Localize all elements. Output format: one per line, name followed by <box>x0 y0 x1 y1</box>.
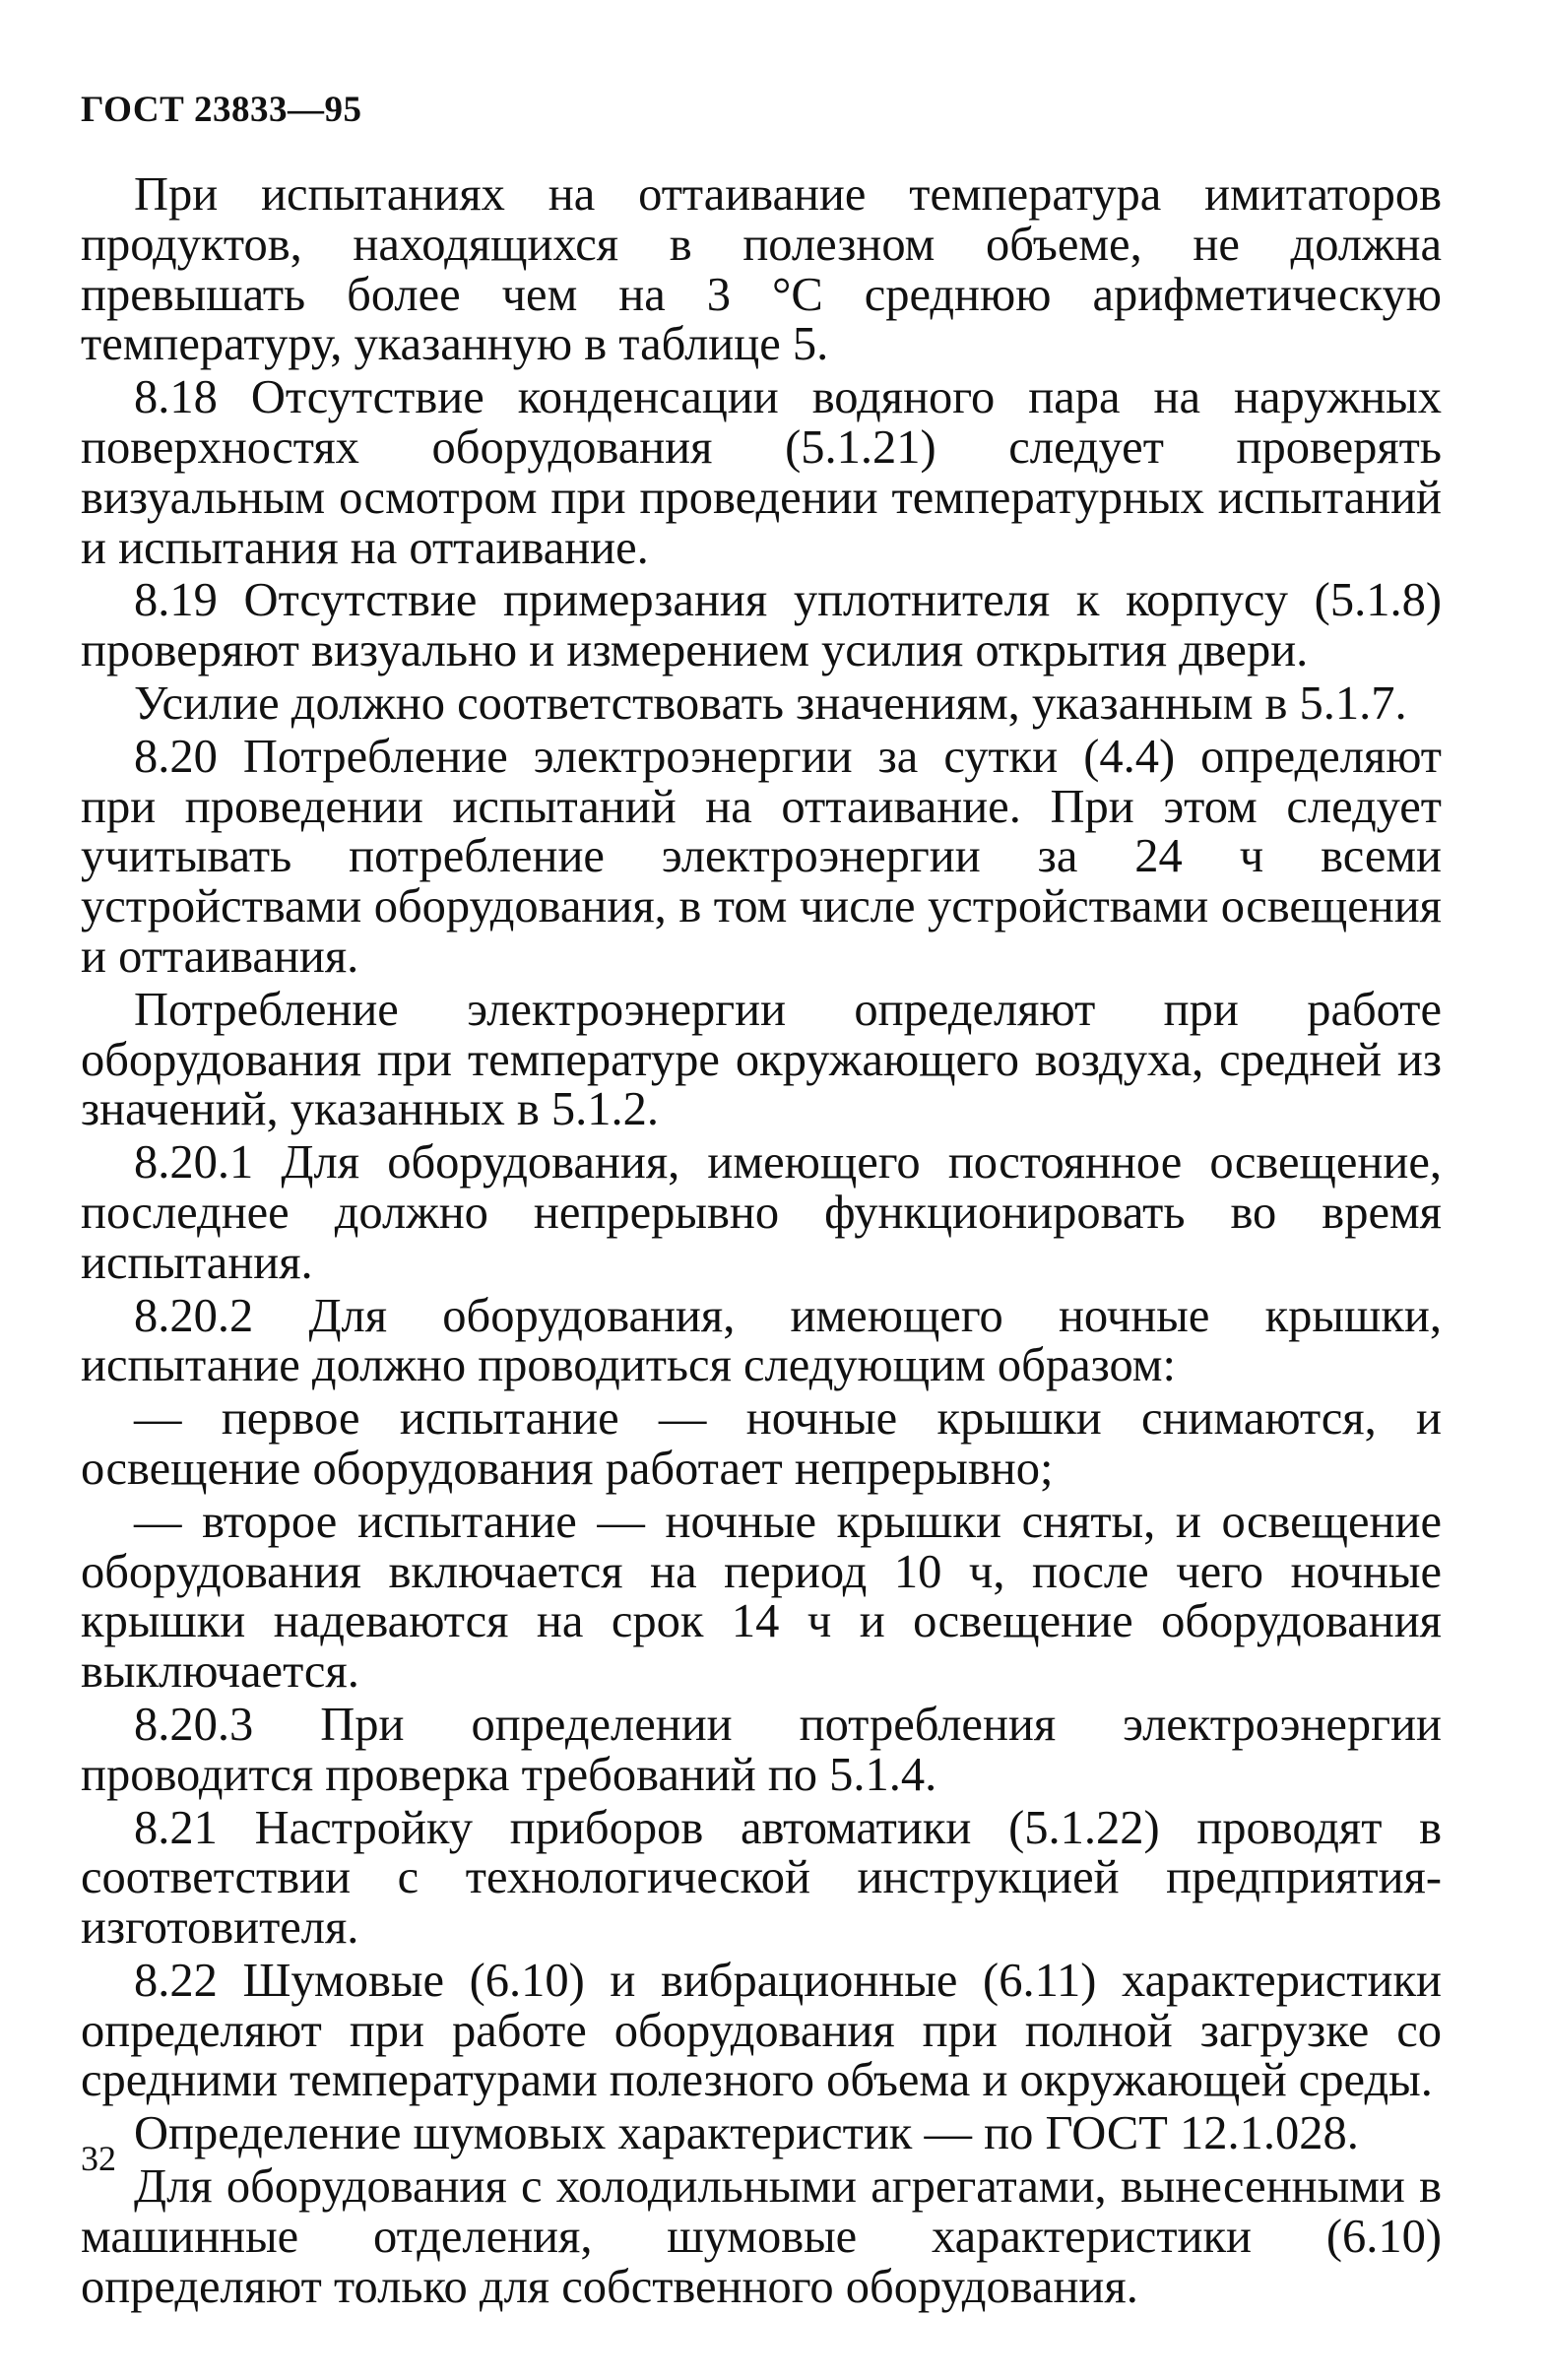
paragraph-door-force: Усилие должно соответствовать значениям, указанным в 5.1.7. <box>134 676 1407 730</box>
body-text <box>81 170 1442 2315</box>
paragraph-8-20: 8.20 Потребление электроэнергии за сутки (4.4) определяют при проведении испытаний на оттаивание. При этом следует учитывать потребление электроэнергии за 24 ч всеми устройствами оборудования, в том числе устройствами освещения и оттаивания. <box>81 730 1442 983</box>
paragraph-8-22: 8.22 Шумовые (6.10) и вибрационные (6.11) характеристики определяют при работе оборудования при полной загрузке со средними температурами полезного объема и окружающей среды. <box>81 1954 1442 2107</box>
paragraph-8-21: 8.21 Настройку приборов автоматики (5.1.22) проводят в соответствии с технологической инструкцией предприятия-изготовителя. <box>81 1801 1442 1955</box>
paragraph-remote-units: Для оборудования с холодильными агрегатами, вынесенными в машинные отделения, шумовые характеристики (6.10) определяют только для собственного оборудования. <box>81 2160 1442 2313</box>
paragraph-energy-conditions: Потребление электроэнергии определяют при работе оборудования при температуре окружающего воздуха, средней из значений, указанных в 5.1.2. <box>81 983 1442 1136</box>
paragraph-8-20-2: 8.20.2 Для оборудования, имеющего ночные крышки, испытание должно проводиться следующим образом: <box>81 1289 1442 1392</box>
list-item-second-test: — второе испытание — ночные крышки сняты, и освещение оборудования включается на период 10 ч, после чего ночные крышки надеваются на срок 14 ч и освещение оборудования выключается. <box>81 1495 1442 1699</box>
document-header: ГОСТ 23833—95 <box>81 90 362 130</box>
paragraph-8-20-3: 8.20.3 При определении потребления электроэнергии проводится проверка требований по 5.1.4. <box>81 1698 1442 1801</box>
paragraph-8-19: 8.19 Отсутствие примерзания уплотнителя к корпусу (5.1.8) проверяют визуально и измерением усилия открытия двери. <box>81 574 1442 677</box>
paragraph-8-20-1: 8.20.1 Для оборудования, имеющего постоянное освещение, последнее должно непрерывно функционировать во время испытания. <box>81 1136 1442 1289</box>
page-number: 32 <box>81 2139 116 2178</box>
paragraph-noise-standard: Определение шумовых характеристик — по ГОСТ 12.1.028. <box>134 2107 1359 2160</box>
paragraph-8-18: 8.18 Отсутствие конденсации водяного пара на наружных поверхностях оборудования (5.1.21) следует проверять визуальным осмотром при проведении температурных испытаний и испытания на оттаивание. <box>81 371 1442 574</box>
paragraph-thawing-temperature: При испытаниях на оттаивание температура имитаторов продуктов, находящихся в полезном объеме, не должна превышать более чем на 3 °С среднюю арифметическую температуру, указанную в таблице 5. <box>81 168 1442 371</box>
list-item-first-test: — первое испытание — ночные крышки снимаются, и освещение оборудования работает непрерывно; <box>81 1392 1442 1495</box>
